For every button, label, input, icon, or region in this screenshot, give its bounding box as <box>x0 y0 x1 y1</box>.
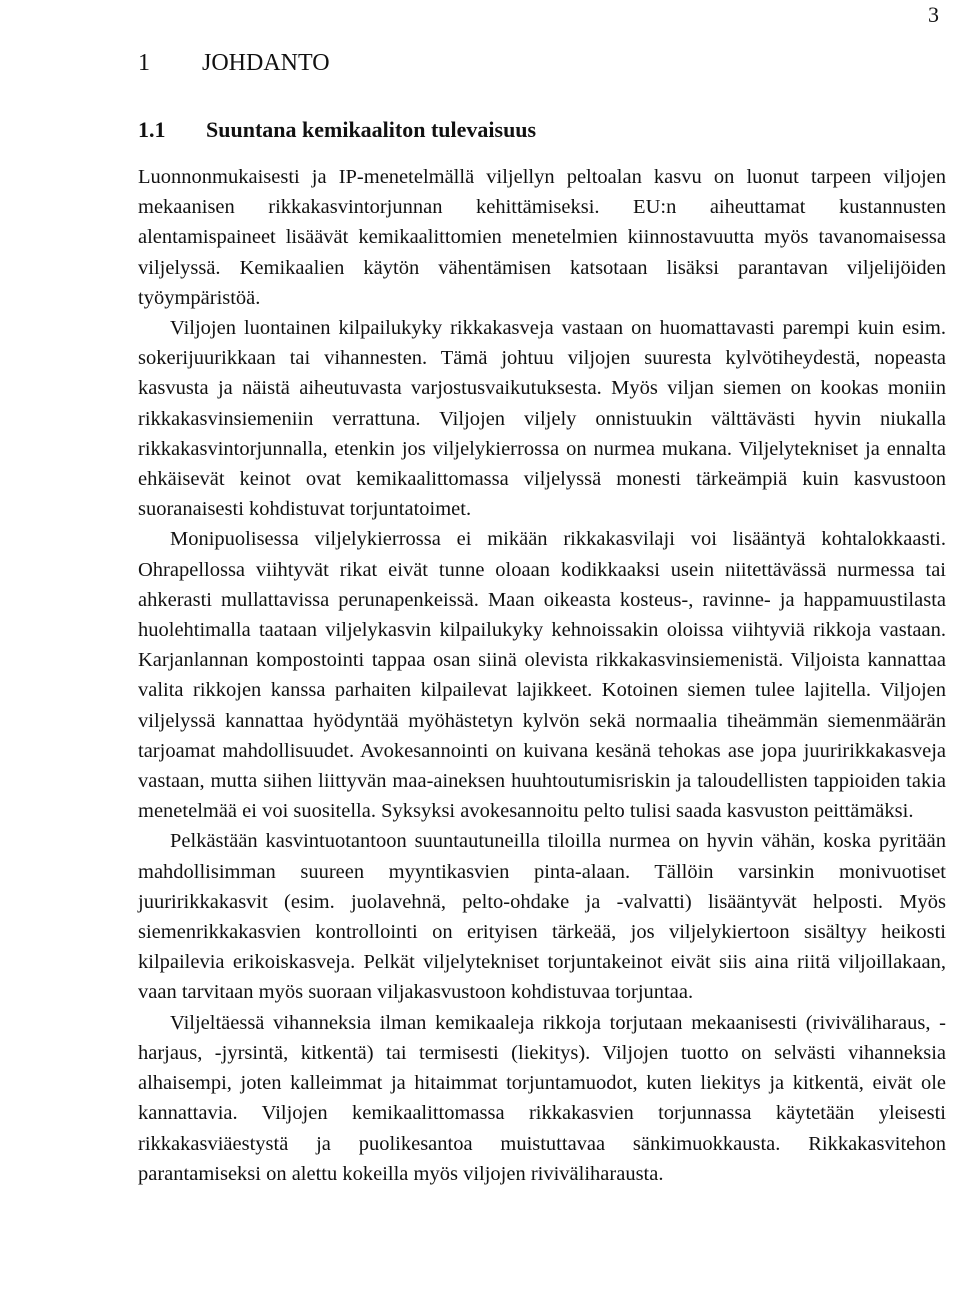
paragraph-3: Monipuolisessa viljelykierrossa ei mikään rikkakasvilaji voi lisääntyä kohtalokkaasti. Ohrapellossa viihtyvät rikat eivät tunne oloaan kodikkaaksi usein niitettävässä nurmessa tai ahkerasti mullattavissa perunapenkeissä. Maan oikeasta kosteus-, ravinne- ja happamuustilasta huolehtimalla taataan viljelykasvin kilpailukyky kehnoissakin oloissa viihtyviä rikkoja vastaan. Karjanlannan kompostointi tappaa osan siinä olevista rikkakasvinsiemenistä. Viljoista kannattaa valita rikkojen kanssa parhaiten kilpailevat lajikkeet. Kotoinen siemen tulee lajitella. Viljojen viljelyssä kannattaa hyödyntää myöhästetyn kylvön sekä normaalia tiheämmän siemenmäärän tarjoamat mahdollisuudet. Avokesannointi on kuivana kesänä tehokas ase jopa juuririkkakasveja vastaan, mutta siihen liittyvän maa-aineksen huuhtoutumisriskin ja taloudellisten tappioiden takia menetelmää ei voi suositella. Syksyksi avokesannoitu pelto tulisi saada kasvuston peittämäksi. <box>138 528 946 823</box>
section-title: Suuntana kemikaaliton tulevaisuus <box>206 117 537 142</box>
chapter-heading <box>138 48 330 78</box>
body-text <box>138 162 946 1189</box>
paragraph-4: Pelkästään kasvintuotantoon suuntautuneilla tiloilla nurmea on hyvin vähän, koska pyritään mahdollisimman suureen myyntikasvien pinta-alaan. Tällöin varsinkin monivuotiset juuririkkakasvit (esim. juolavehnä, pelto-ohdake ja -valvatti) lisääntyvät helposti. Myös siemenrikkakasvien kontrollointi on erityisen tärkeää, jos viljelykiertoon sisältyy heikosti kilpailevia erikoiskasveja. Pelkät viljelytekniset torjuntakeinot eivät siis aina riitä viljoillakaan, vaan tarvitaan myös suoraan viljakasvustoon kohdistuvaa torjuntaa. <box>138 830 946 1004</box>
paragraph-5: Viljeltäessä vihanneksia ilman kemikaaleja rikkoja torjutaan mekaanisesti (riviväliharaus, -harjaus, -jyrsintä, kitkentä) tai termisesti (liekitys). Viljojen tuotto on selvästi vihanneksia alhaisempi, joten kalleimmat ja hitaimmat torjuntamuodot, kuten liekitys ja kitkentä, eivät ole kannattavia. Viljojen kemikaalittomassa rikkakasvien torjunnassa käytetään yleisesti rikkakasviäestystä ja puolikesantoa muistuttavaa sänkimuokkausta. Rikkakasvitehon parantamiseksi on alettu kokeilla myös viljojen riviväliharausta. <box>138 1011 946 1185</box>
page-number: 3 <box>928 2 939 27</box>
section-heading <box>138 116 536 144</box>
chapter-number: 1 <box>138 50 150 76</box>
paragraph-2: Viljojen luontainen kilpailukyky rikkakasveja vastaan on huomattavasti parempi kuin esim. sokerijuurikkaan tai vihannesten. Tämä johtuu viljojen suuresta kylvötiheydestä, nopeasta kasvusta ja näistä aiheutuvasta varjostusvaikutuksesta. Myös viljan siemen on kookas moniin rikkakasvinsiemeniin verrattuna. Viljojen viljely onnistuukin välttävästi hyvin niukalla rikkakasvintorjunnalla, etenkin jos viljelykierrossa on nurmea mukana. Viljelytekniset ja ennalta ehkäisevät keinot ovat kemikaalittomassa viljelyssä monesti tärkeämpiä kuin kasvustoon suoranaisesti kohdistuvat torjuntatoimet. <box>138 317 946 521</box>
section-number: 1.1 <box>138 117 166 142</box>
chapter-title: JOHDANTO <box>202 50 330 76</box>
paragraph-1: Luonnonmukaisesti ja IP-menetelmällä viljellyn peltoalan kasvu on luonut tarpeen viljojen mekaanisen rikkakasvintorjunnan kehittämiseksi. EU:n aiheuttamat kustannusten alentamispaineet lisäävät kemikaalittomien menetelmien kiinnostavuutta myös tavanomaisessa viljelyssä. Kemikaalien käytön vähentämisen katsotaan lisäksi parantavan viljelijöiden työympäristöä. <box>138 166 946 309</box>
